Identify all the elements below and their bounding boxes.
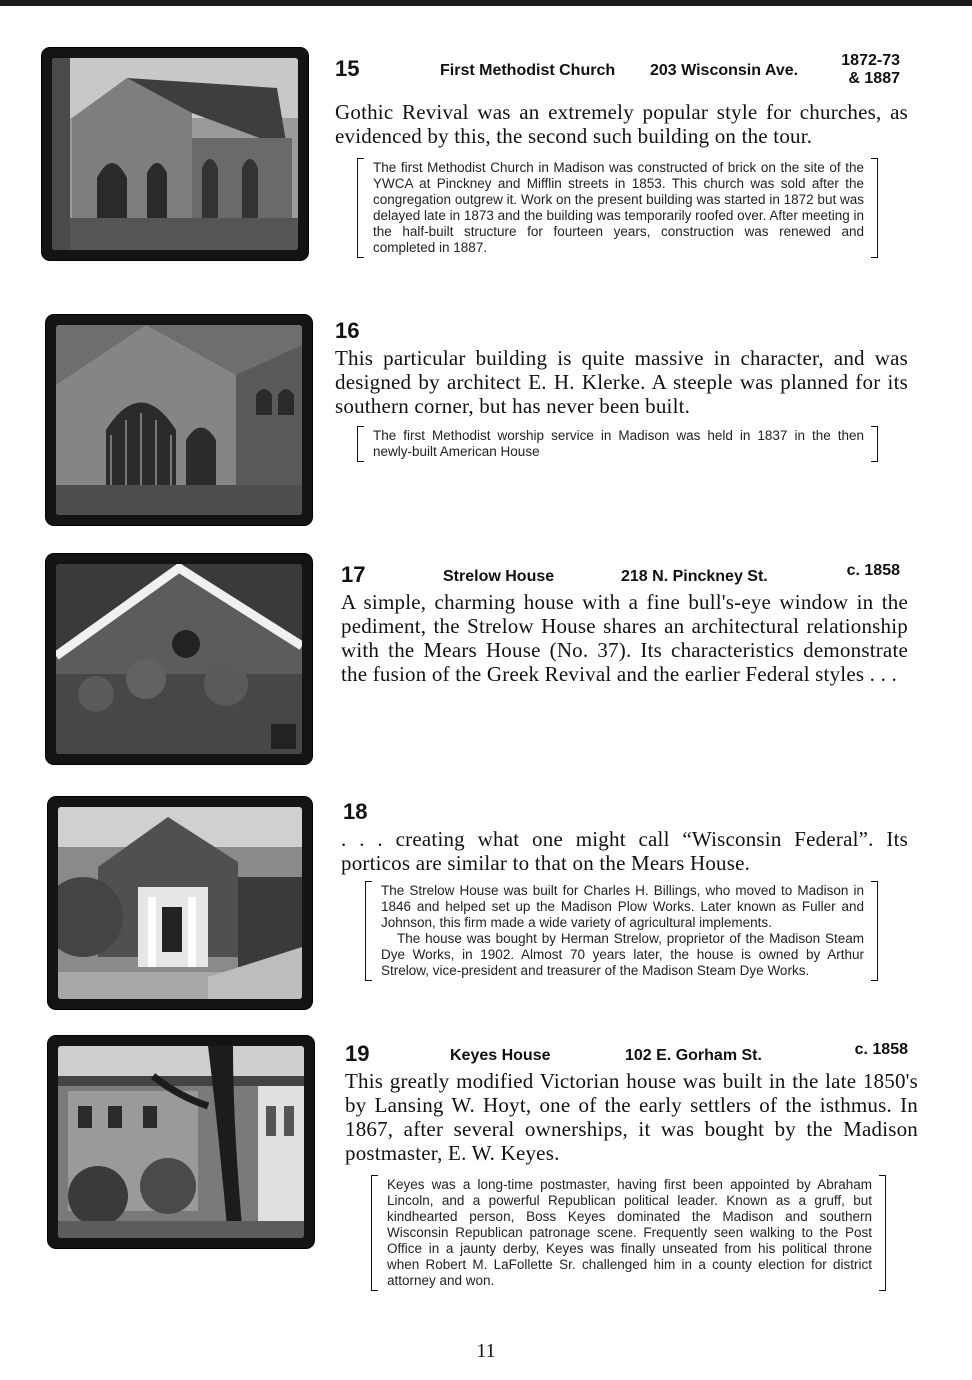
lead-paragraph: . . . creating what one might call “Wisconsin Federal”. Its porticos are similar to that on the Mears House.: [341, 827, 908, 875]
bracket-left: [357, 158, 364, 258]
building-date: c. 1858: [854, 1041, 908, 1058]
note-text: The house was bought by Herman Strelow, proprietor of the Madison Steam Dye Works, in 1902. Almost 70 years later, the house is owned by Arthur Strelow, vice-president and treasurer of the Madison Steam Dye Works.: [381, 931, 864, 978]
bracketed-note: [365, 881, 878, 981]
entry-19: [335, 1041, 918, 1291]
bracket-right: [871, 881, 878, 981]
entry-header: [335, 318, 908, 346]
note-text: The first Methodist Church in Madison was constructed of brick on the site of the YWCA at Pinckney and Mifflin streets in 1853. This church was sold after the congregation outgrew it. Work on the present building was started in 1872 but was delayed late in 1873 and the building was temporarily roofed over. After meeting in the half-built structure for fourteen years, construction was renewed and completed in 1887.: [373, 160, 864, 255]
bracketed-note: [357, 426, 878, 462]
entry-number: 17: [341, 562, 366, 587]
building-name: First Methodist Church: [440, 62, 616, 79]
entry-18: [335, 799, 908, 981]
building-date: 1872-73 & 1887: [841, 52, 900, 87]
house-portico-photo-icon: [58, 807, 302, 999]
note-text: Keyes was a long-time postmaster, having first been appointed by Abraham Lincoln, and a powerful Republican political leader. Known as a gruff, but kindhearted person, Boss Keyes dominated the Madison and southern Wisconsin Republican patronage scene. Frequently seen walking to the Post Office in a jaunty derby, Keyes was finally unseated from his political throne when Robert M. LaFollette Sr. challenged him in a county election for district attorney and won.: [387, 1177, 872, 1288]
bracket-left: [371, 1175, 378, 1291]
lead-paragraph: This greatly modified Victorian house was built in the late 1850's by Lansing W. Hoyt, one of the early settlers of the isthmus. In 1867, after several ownerships, it was bought by the Madison postmaster, E. W. Keyes.: [345, 1069, 918, 1165]
entry-header: [335, 52, 908, 87]
bracket-left: [357, 426, 364, 462]
bracket-right: [879, 1175, 886, 1291]
photo-keyes-house: [48, 1036, 314, 1248]
entry-number: 18: [343, 799, 368, 824]
building-address: 102 E. Gorham St.: [625, 1047, 762, 1064]
church-detail-photo-icon: [56, 325, 302, 515]
bracket-left: [365, 881, 372, 981]
lead-paragraph: A simple, charming house with a fine bull's-eye window in the pediment, the Strelow House shares an architectural relationship with the Mears House (No. 37). Its characteristics demonstrate the fusion of the Greek Revival and the earlier Federal styles . . .: [341, 590, 908, 686]
note-text: The Strelow House was built for Charles H. Billings, who moved to Madison in 1846 and helped set up the Madison Plow Works. Later known as Fuller and Johnson, this firm made a wide variety of agricultural implements.: [381, 883, 864, 930]
note-text: The first Methodist worship service in Madison was held in 1837 in the then newly-built American House: [373, 428, 864, 459]
pediment-photo-icon: [56, 564, 302, 754]
page-number: 11: [476, 1340, 496, 1362]
page-top-rule: [0, 0, 972, 6]
entry-header: [335, 1041, 908, 1069]
building-date: c. 1858: [846, 562, 900, 579]
building-name: Keyes House: [450, 1047, 551, 1064]
church-photo-icon: [52, 58, 298, 250]
victorian-house-photo-icon: [58, 1046, 304, 1238]
entry-header: [335, 562, 908, 590]
building-address: 218 N. Pinckney St.: [621, 568, 768, 585]
building-address: 203 Wisconsin Ave.: [650, 62, 799, 79]
bracket-right: [871, 158, 878, 258]
bracketed-note: [357, 158, 878, 258]
photo-first-methodist-church: [42, 48, 308, 260]
entry-16: [335, 318, 908, 462]
lead-paragraph: Gothic Revival was an extremely popular style for churches, as evidenced by this, the second such building on the tour.: [335, 100, 908, 148]
entry-number: 16: [335, 318, 360, 343]
bracket-right: [871, 426, 878, 462]
entry-header: [335, 799, 908, 827]
bracketed-note: [371, 1175, 886, 1291]
building-name: Strelow House: [443, 568, 555, 585]
entry-15: [335, 52, 908, 258]
entry-17: [335, 562, 908, 686]
photo-church-facade: [46, 315, 312, 525]
lead-paragraph: This particular building is quite massive in character, and was designed by architect E. H. Klerke. A steeple was planned for its southern corner, but has never been built.: [335, 346, 908, 418]
entry-number: 19: [345, 1041, 370, 1066]
photo-strelow-house-portico: [48, 797, 312, 1009]
photo-strelow-house-pediment: [46, 554, 312, 764]
entry-number: 15: [335, 56, 360, 81]
